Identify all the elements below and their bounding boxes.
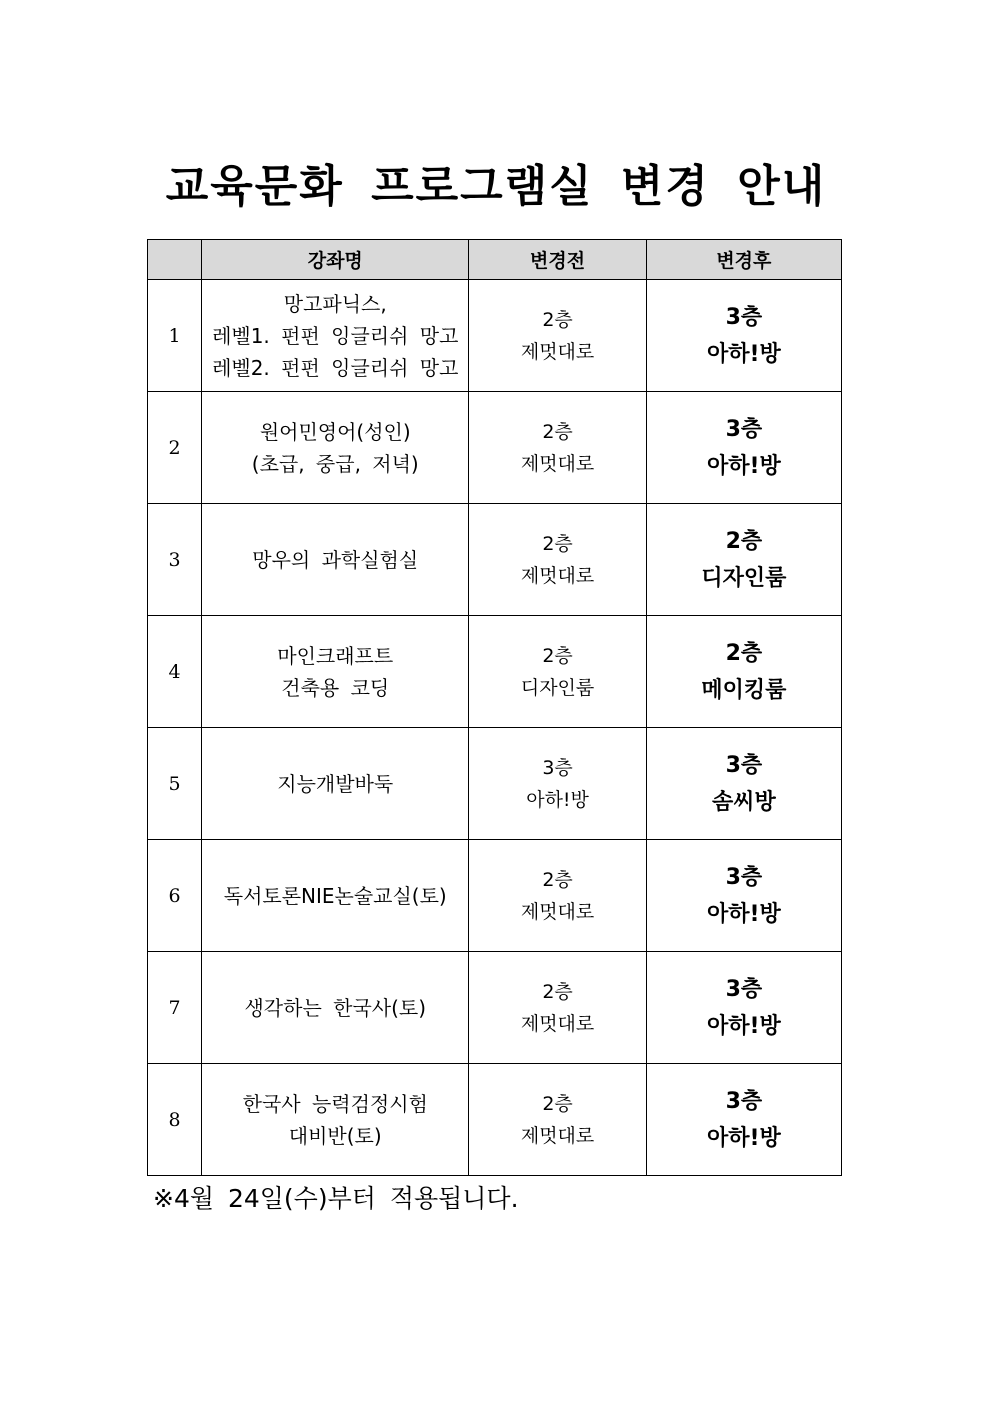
row-number: 6 bbox=[148, 840, 202, 952]
course-name-line: 독서토론NIE논술교실(토) bbox=[223, 883, 447, 908]
room-name-before: 제멋대로 bbox=[520, 340, 595, 363]
floor-after: 2층 bbox=[725, 528, 763, 554]
room-after bbox=[646, 280, 841, 392]
room-after bbox=[646, 392, 841, 504]
course-name bbox=[202, 616, 469, 728]
course-name-line: 망고파닉스, bbox=[283, 291, 387, 316]
course-name bbox=[202, 392, 469, 504]
floor-after: 3층 bbox=[725, 752, 763, 778]
room-before bbox=[469, 504, 646, 616]
course-name-line: 레벨2. 펀펀 잉글리쉬 망고 bbox=[212, 355, 459, 380]
row-number: 8 bbox=[148, 1064, 202, 1176]
course-name-line: 생각하는 한국사(토) bbox=[244, 995, 427, 1020]
table-row bbox=[148, 280, 842, 392]
course-name-line: 마인크래프트 bbox=[277, 643, 394, 668]
floor-before: 2층 bbox=[542, 644, 573, 667]
course-name bbox=[202, 840, 469, 952]
course-name bbox=[202, 728, 469, 840]
page-title: 교육문화 프로그램실 변경 안내 bbox=[165, 161, 827, 212]
floor-before: 2층 bbox=[542, 980, 573, 1003]
room-before bbox=[469, 1064, 646, 1176]
room-name-before: 디자인룸 bbox=[520, 676, 595, 699]
header-number bbox=[148, 240, 202, 280]
room-after bbox=[646, 952, 841, 1064]
row-number: 7 bbox=[148, 952, 202, 1064]
room-before bbox=[469, 392, 646, 504]
effective-date-note: ※4월 24일(수)부터 적용됩니다. bbox=[153, 1184, 519, 1213]
room-name-before: 아하!방 bbox=[526, 788, 589, 811]
floor-before: 2층 bbox=[542, 1092, 573, 1115]
room-before bbox=[469, 840, 646, 952]
room-name-before: 제멋대로 bbox=[520, 564, 595, 587]
table-header-row bbox=[148, 240, 842, 280]
room-after bbox=[646, 728, 841, 840]
room-name-before: 제멋대로 bbox=[520, 1124, 595, 1147]
row-number: 5 bbox=[148, 728, 202, 840]
room-name-after: 아하!방 bbox=[706, 453, 781, 479]
table-row bbox=[148, 728, 842, 840]
header-after: 변경후 bbox=[646, 240, 841, 280]
floor-before: 2층 bbox=[542, 308, 573, 331]
room-name-before: 제멋대로 bbox=[520, 1012, 595, 1035]
room-after bbox=[646, 616, 841, 728]
table-row bbox=[148, 504, 842, 616]
course-name-line: (초급, 중급, 저녁) bbox=[251, 451, 419, 476]
room-name-after: 아하!방 bbox=[706, 901, 781, 927]
course-name-line: 한국사 능력검정시험 bbox=[242, 1091, 428, 1116]
floor-after: 3층 bbox=[725, 976, 763, 1002]
row-number: 4 bbox=[148, 616, 202, 728]
floor-after: 2층 bbox=[725, 640, 763, 666]
course-name bbox=[202, 280, 469, 392]
floor-before: 2층 bbox=[542, 868, 573, 891]
floor-before: 2층 bbox=[542, 532, 573, 555]
course-name-line: 망우의 과학실험실 bbox=[252, 547, 419, 572]
room-change-table bbox=[147, 239, 842, 1176]
row-number: 1 bbox=[148, 280, 202, 392]
row-number: 2 bbox=[148, 392, 202, 504]
floor-before: 3층 bbox=[542, 756, 573, 779]
table-row bbox=[148, 840, 842, 952]
room-name-after: 메이킹룸 bbox=[701, 677, 787, 703]
room-name-after: 아하!방 bbox=[706, 1013, 781, 1039]
table-row bbox=[148, 392, 842, 504]
room-name-after: 아하!방 bbox=[706, 1125, 781, 1151]
room-before bbox=[469, 952, 646, 1064]
room-after bbox=[646, 504, 841, 616]
table-row bbox=[148, 616, 842, 728]
course-name-line: 대비반(토) bbox=[288, 1123, 382, 1148]
room-after bbox=[646, 1064, 841, 1176]
course-name bbox=[202, 504, 469, 616]
room-name-after: 아하!방 bbox=[706, 341, 781, 367]
room-before bbox=[469, 280, 646, 392]
room-name-before: 제멋대로 bbox=[520, 452, 595, 475]
floor-after: 3층 bbox=[725, 864, 763, 890]
room-before bbox=[469, 728, 646, 840]
header-course-name: 강좌명 bbox=[202, 240, 469, 280]
room-name-after: 솜씨방 bbox=[711, 789, 776, 815]
room-after bbox=[646, 840, 841, 952]
floor-after: 3층 bbox=[725, 1088, 763, 1114]
course-name-line: 지능개발바둑 bbox=[277, 771, 394, 796]
course-name-line: 레벨1. 펀펀 잉글리쉬 망고 bbox=[212, 323, 459, 348]
room-name-before: 제멋대로 bbox=[520, 900, 595, 923]
course-name bbox=[202, 1064, 469, 1176]
floor-after: 3층 bbox=[725, 304, 763, 330]
row-number: 3 bbox=[148, 504, 202, 616]
course-name-line: 원어민영어(성인) bbox=[259, 419, 411, 444]
floor-before: 2층 bbox=[542, 420, 573, 443]
table-row bbox=[148, 952, 842, 1064]
table-row bbox=[148, 1064, 842, 1176]
course-name-line: 건축용 코딩 bbox=[281, 675, 390, 700]
course-name bbox=[202, 952, 469, 1064]
floor-after: 3층 bbox=[725, 416, 763, 442]
room-name-after: 디자인룸 bbox=[701, 565, 787, 591]
header-before: 변경전 bbox=[469, 240, 646, 280]
room-before bbox=[469, 616, 646, 728]
